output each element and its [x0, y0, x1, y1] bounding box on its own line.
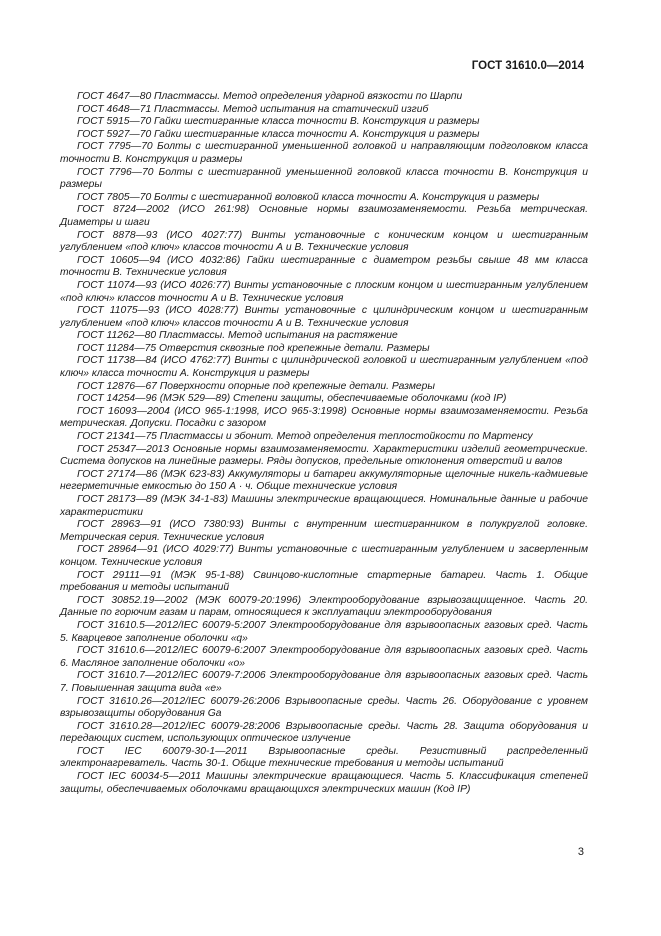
reference-entry: ГОСТ 12876—67 Поверхности опорные под крепежные детали. Размеры [77, 380, 435, 392]
reference-entry: ГОСТ 31610.6—2012/IEC 60079-6:2007 Электрооборудование для взрывоопасных газовых сред. Часть 6. Масляное заполнение оболочки «о» [60, 645, 588, 669]
reference-entry: ГОСТ 11075—93 (ИСО 4028:77) Винты установочные с цилиндрическим концом и шестигранным углублением «под ключ» классов точности А и В. Технические условия [60, 305, 588, 329]
reference-entry: ГОСТ 5915—70 Гайки шестигранные класса точности В. Конструкция и размеры [77, 116, 480, 128]
reference-entry: ГОСТ 7796—70 Болты с шестигранной уменьшенной головкой класса точности В. Конструкция и размеры [60, 166, 588, 191]
reference-entry: ГОСТ 8724—2002 (ИСО 261:98) Основные нормы взаимозаменяемости. Резьба метрическая. Диаметры и шаги [60, 204, 588, 228]
reference-entry: ГОСТ 11262—80 Пластмассы. Метод испытания на растяжение [77, 330, 398, 342]
reference-entry: ГОСТ IEC 60079-30-1—2011 Взрывоопасные среды. Резистивный распределенный электронагреватель. Часть 30-1. Общие технические требования и методы испытаний [60, 745, 588, 770]
reference-entry: ГОСТ 4647—80 Пластмассы. Метод определения ударной вязкости по Шарпи [77, 91, 463, 102]
reference-entry: ГОСТ IEC 60034-5—2011 Машины электрические вращающиеся. Часть 5. Классификация степеней защиты, обеспечиваемых оболочками вращающихся электрических машин (Код IP) [60, 771, 588, 795]
reference-entry: ГОСТ 11074—93 (ИСО 4026:77) Винты установочные с плоским концом и шестигранным углублением «под ключ» классов точности А и В. Технические условия [60, 279, 588, 304]
reference-entry: ГОСТ 10605—94 (ИСО 4032:86) Гайки шестигранные с диаметром резьбы свыше 48 мм класса точности В. Технические условия [60, 254, 588, 279]
reference-entry: ГОСТ 8878—93 (ИСО 4027:77) Винты установочные с коническим концом и шестигранным углублением «под ключ» классов точности А и В. Технические условия [60, 229, 588, 254]
reference-entry: ГОСТ 31610.26—2012/IEC 60079-26:2006 Взрывоопасные среды. Часть 26. Оборудование с уровнем взрывозащиты оборудования Ga [60, 695, 588, 720]
references-list [60, 91, 588, 796]
reference-entry: ГОСТ 14254—96 (МЭК 529—89) Степени защиты, обеспечиваемые оболочками (код IP) [77, 393, 507, 405]
reference-entry: ГОСТ 30852.19—2002 (МЭК 60079-20:1996) Электрооборудование взрывозащищенное. Часть 20. Данные по горючим газам и парам, относящиеся к эксплуатации электрооборудования [60, 594, 588, 619]
reference-entry: ГОСТ 11738—84 (ИСО 4762:77) Винты с цилиндрической головкой и шестигранным углублением «под ключ» класса точности А. Конструкция и размеры [60, 355, 588, 380]
document-header: ГОСТ 31610.0—2014 [471, 60, 584, 72]
reference-entry: ГОСТ 4648—71 Пластмассы. Метод испытания на статический изгиб [77, 103, 429, 115]
reference-entry: ГОСТ 28964—91 (ИСО 4029:77) Винты установочные с шестигранным углублением и засверленным концом. Технические условия [60, 544, 588, 568]
reference-entry: ГОСТ 27174—86 (МЭК 623-83) Аккумуляторы и батареи аккумуляторные щелочные никель-кадмиевые негерметичные емкостью до 150 А · ч. Общие технические условия [60, 468, 588, 493]
reference-entry: ГОСТ 31610.7—2012/IEC 60079-7:2006 Электрооборудование для взрывоопасных газовых сред. Часть 7. Повышенная защита вида «е» [60, 670, 588, 694]
reference-entry: ГОСТ 28173—89 (МЭК 34-1-83) Машины электрические вращающиеся. Номинальные данные и рабочие характеристики [60, 494, 588, 518]
page-number: 3 [577, 846, 584, 858]
reference-entry: ГОСТ 21341—75 Пластмассы и эбонит. Метод определения теплостойкости по Мартенсу [77, 431, 533, 443]
reference-entry: ГОСТ 7805—70 Болты с шестигранной воловкой класса точности А. Конструкция и размеры [77, 191, 540, 203]
reference-entry: ГОСТ 31610.28—2012/IEC 60079-28:2006 Взрывоопасные среды. Часть 28. Защита оборудования и передающих систем, использующих оптическое излучение [60, 720, 588, 745]
reference-entry: ГОСТ 16093—2004 (ИСО 965-1:1998, ИСО 965-3:1998) Основные нормы взаимозаменяемости. Резьба метрическая. Допуски. Посадки с зазором [60, 405, 588, 430]
reference-entry: ГОСТ 11284—75 Отверстия сквозные под крепежные детали. Размеры [77, 342, 430, 354]
reference-entry: ГОСТ 25347—2013 Основные нормы взаимозаменяемости. Характеристики изделий геометрические. Система допусков на линейные размеры. Ряды допусков, предельные отклонения отверстий и валов [60, 443, 588, 468]
reference-entry: ГОСТ 29111—91 (МЭК 95-1-88) Свинцово-кислотные стартерные батареи. Часть 1. Общие требования и методы испытаний [60, 569, 588, 594]
reference-entry: ГОСТ 5927—70 Гайки шестигранные класса точности А. Конструкция и размеры [77, 128, 480, 140]
reference-entry: ГОСТ 31610.5—2012/IEC 60079-5:2007 Электрооборудование для взрывоопасных газовых сред. Часть 5. Кварцевое заполнение оболочки «q» [60, 619, 588, 644]
reference-entry: ГОСТ 7795—70 Болты с шестигранной уменьшенной головкой и направляющим подголовком класса точности В. Конструкция и размеры [60, 141, 588, 165]
reference-entry: ГОСТ 28963—91 (ИСО 7380:93) Винты с внутренним шестигранником в полукруглой головке. Метрическая серия. Технические условия [60, 519, 588, 543]
